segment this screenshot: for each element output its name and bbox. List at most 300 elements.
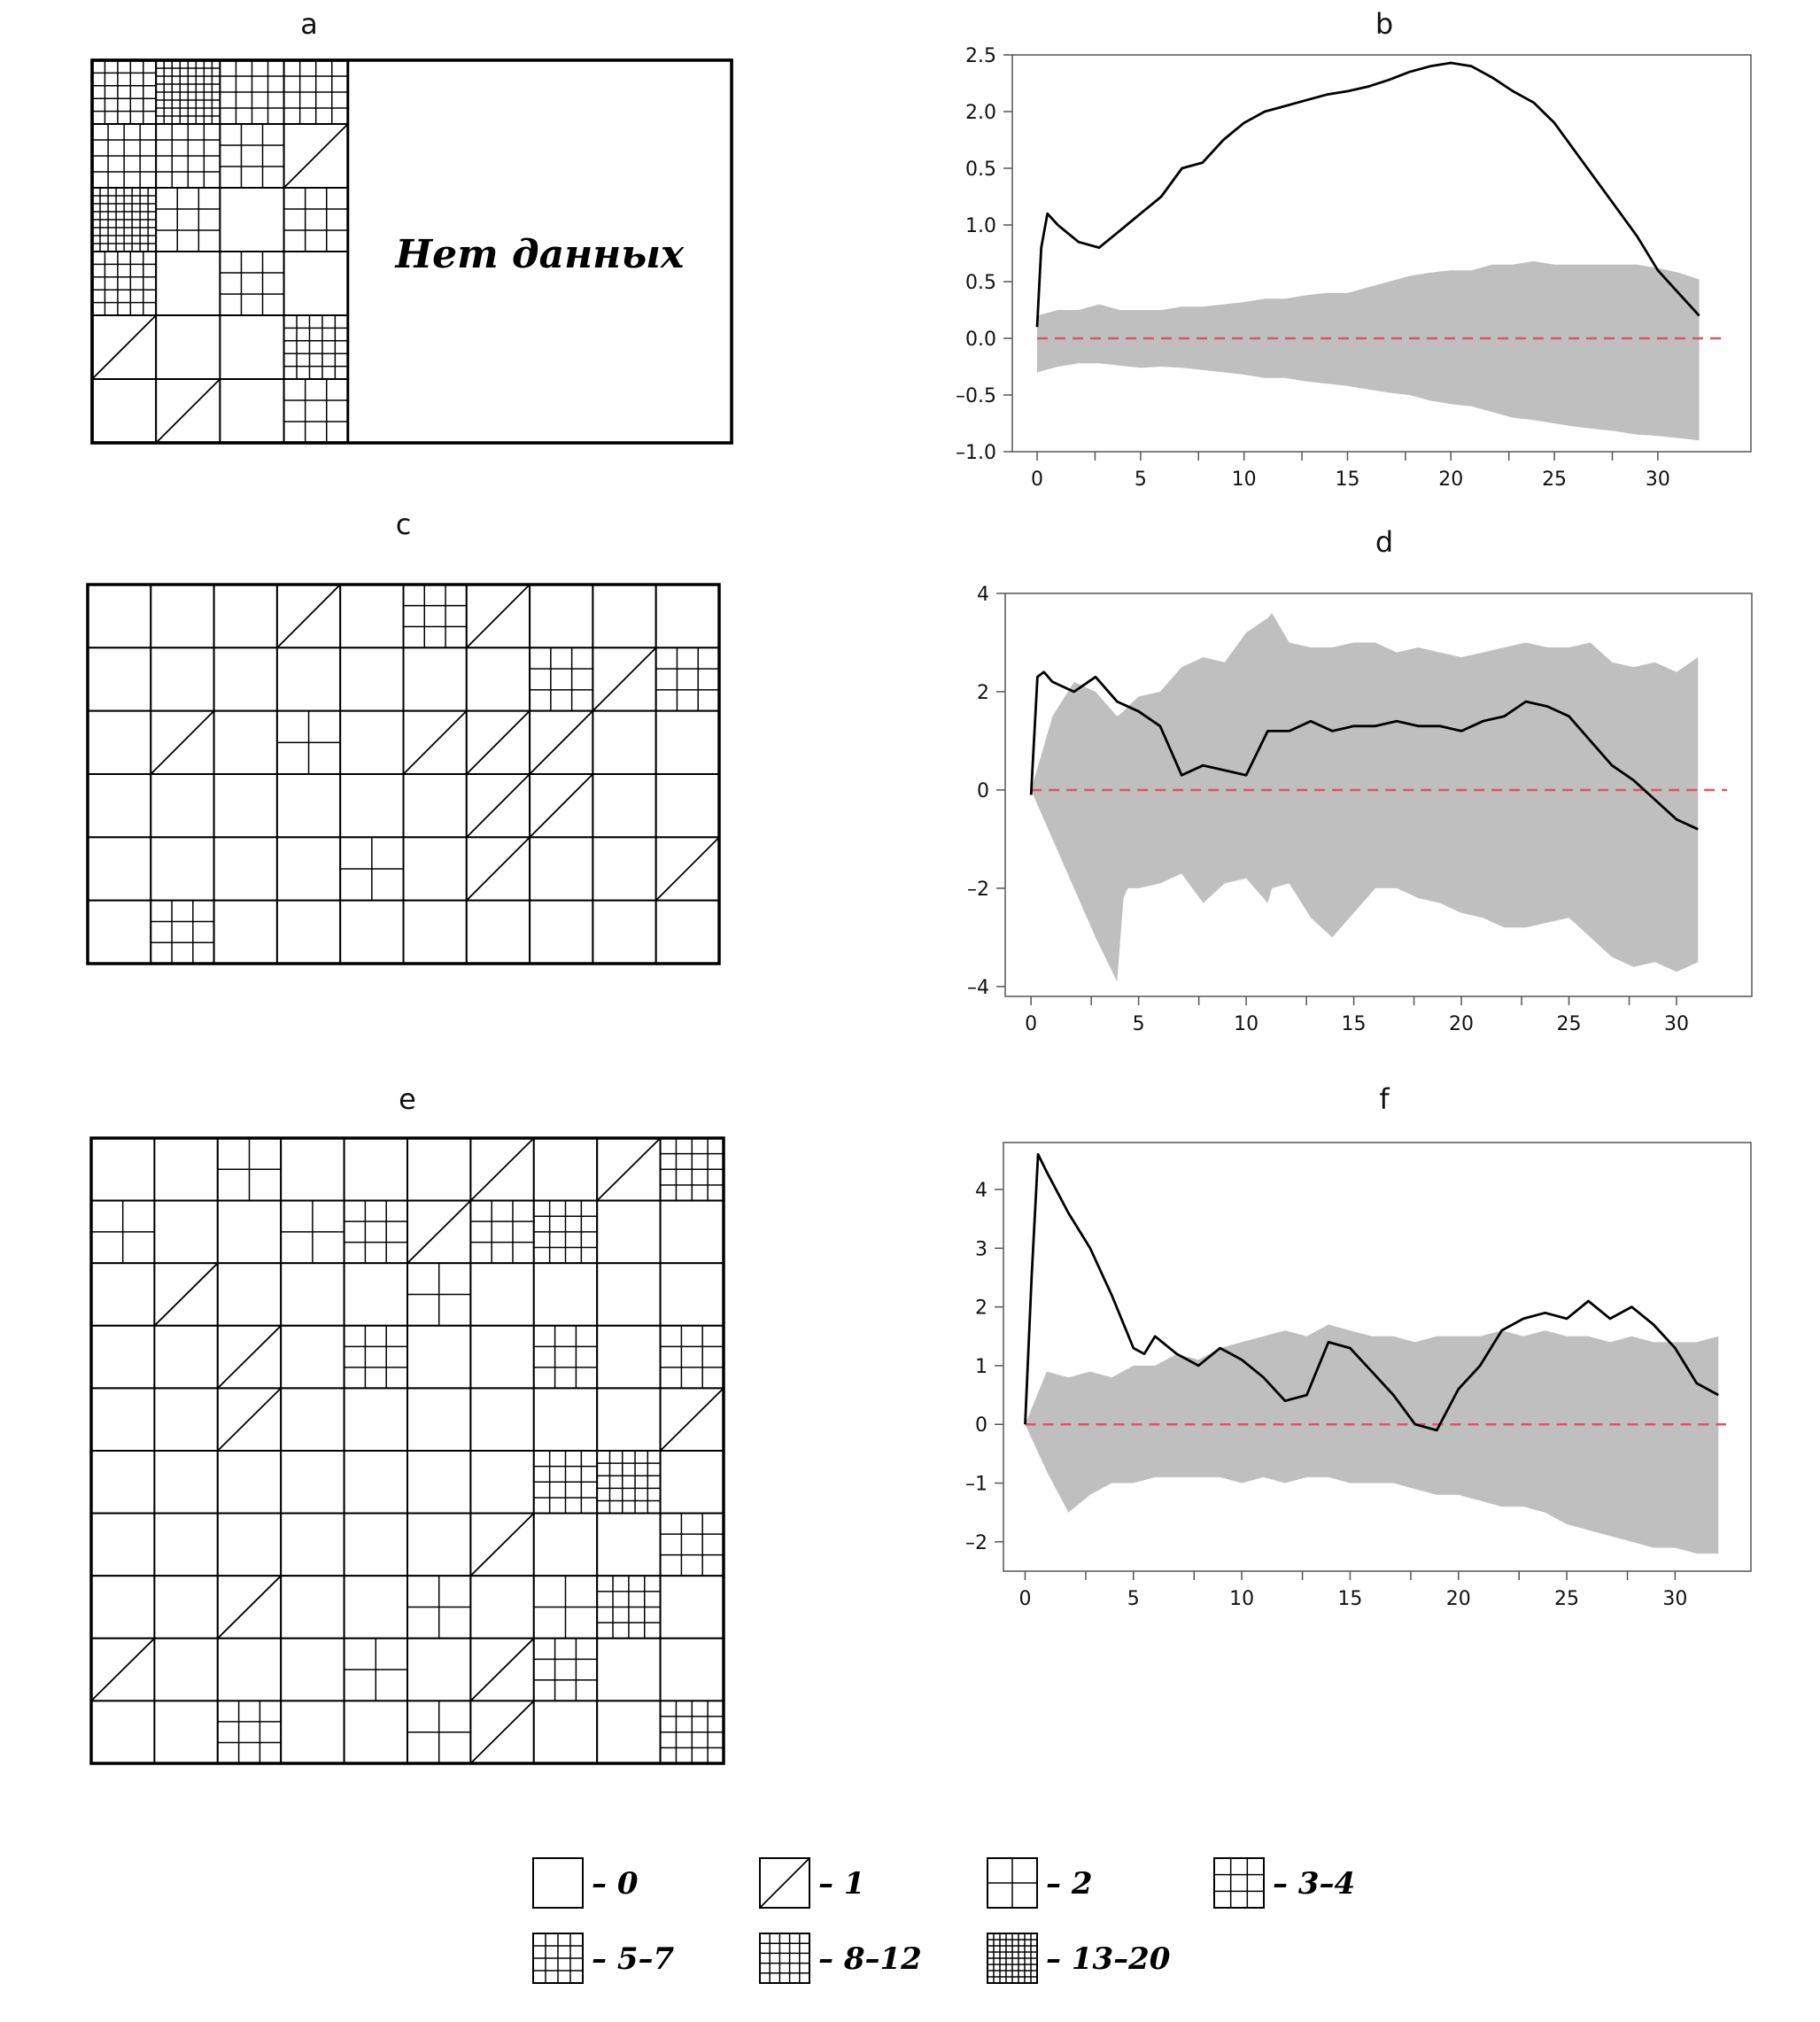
cell-border (407, 1514, 470, 1577)
chart-panel-f (965, 1082, 1751, 1610)
y-tick-label: 0 (975, 1414, 987, 1437)
cell-border (407, 1138, 470, 1201)
grid-cell (661, 1576, 724, 1639)
x-tick-label: 5 (1134, 469, 1147, 491)
grid-cell (407, 1639, 470, 1701)
grid-cell (407, 1388, 470, 1451)
legend-label: – 0 (592, 1866, 639, 1902)
grid-cell (470, 1451, 533, 1514)
grid-cell (214, 901, 277, 964)
y-tick-label: 1.0 (965, 215, 996, 237)
grid-cell (470, 1201, 533, 1264)
grid-cell (92, 124, 156, 188)
cell-border (407, 1326, 470, 1389)
grid-cell (656, 585, 719, 647)
cell-border (760, 1933, 809, 1983)
grid-cell (592, 647, 655, 710)
cell-border (340, 585, 403, 647)
grid-cell (151, 774, 213, 837)
grid-cell (467, 901, 530, 964)
cell-border (284, 315, 348, 379)
cell-border (340, 774, 403, 837)
cell-border (345, 1326, 407, 1389)
legend-swatch (1214, 1858, 1264, 1908)
grid-cell (656, 774, 719, 837)
cell-border (281, 1388, 344, 1451)
grid-cell (284, 315, 348, 379)
grid-cell (156, 124, 220, 188)
cell-border (345, 1201, 407, 1264)
grid-cell (467, 837, 530, 900)
grid-cell (281, 1639, 344, 1701)
legend-label: – 13–20 (1046, 1941, 1171, 1977)
grid-cell (218, 1700, 281, 1763)
cell-border (661, 1514, 724, 1577)
x-tick-label: 25 (1556, 1013, 1582, 1035)
envelope-band (1026, 1325, 1719, 1554)
grid-cell (470, 1138, 533, 1201)
chart-title: d (1375, 525, 1394, 559)
cell-border (91, 1576, 154, 1639)
cell-border (404, 585, 467, 647)
cell-border (597, 1326, 660, 1389)
grid-cell (88, 901, 151, 964)
cell-border (470, 1576, 533, 1639)
grid-cell (656, 647, 719, 710)
cell-border (407, 1639, 470, 1701)
cell-border (592, 901, 655, 964)
grid-cell (534, 1138, 597, 1201)
grid-cell (340, 711, 403, 774)
cell-border (661, 1326, 724, 1389)
y-tick-label: –4 (967, 976, 989, 999)
cell-border (92, 252, 156, 315)
grid-cell (661, 1263, 724, 1326)
legend-swatch (987, 1933, 1037, 1983)
grid-cell (656, 837, 719, 900)
y-tick-label: –2 (965, 1531, 987, 1554)
grid-cell (345, 1388, 407, 1451)
y-tick-label: 3 (975, 1238, 987, 1261)
cell-border (91, 1388, 154, 1451)
grid-cell (151, 901, 213, 964)
legend-swatch (760, 1858, 809, 1908)
cell-border (404, 837, 467, 900)
grid-cell (214, 647, 277, 710)
cell-border (214, 837, 277, 900)
grid-cell (218, 1388, 281, 1451)
cell-border (656, 774, 719, 837)
cell-border (470, 1451, 533, 1514)
cell-border (91, 1700, 154, 1763)
grid-cell (151, 585, 213, 647)
grid-cell (214, 711, 277, 774)
grid-cell (407, 1700, 470, 1763)
cell-border (214, 901, 277, 964)
legend-label: – 1 (818, 1866, 865, 1902)
cell-border (92, 379, 156, 443)
grid-cell (534, 1451, 597, 1514)
legend-item (987, 1858, 1093, 1908)
grid-cell (407, 1263, 470, 1326)
x-tick-label: 30 (1645, 469, 1670, 491)
cell-border (345, 1388, 407, 1451)
cell-border (277, 774, 340, 837)
cell-border (345, 1263, 407, 1326)
grid-cell (340, 585, 403, 647)
grid-cell (597, 1451, 660, 1514)
cell-border (151, 774, 213, 837)
grid-cell (218, 1576, 281, 1639)
panel-title: c (395, 507, 412, 541)
cell-border (214, 647, 277, 710)
grid-cell (277, 837, 340, 900)
grid-cell (597, 1514, 660, 1577)
grid-cell (530, 837, 592, 900)
grid-cell (467, 774, 530, 837)
grid-cell (592, 711, 655, 774)
grid-cell (88, 774, 151, 837)
grid-cell (340, 774, 403, 837)
cell-border (470, 1263, 533, 1326)
cell-border (154, 1700, 217, 1763)
cell-border (597, 1201, 660, 1264)
legend-label: – 8–12 (818, 1941, 922, 1977)
y-tick-label: –2 (967, 878, 989, 901)
cell-border (661, 1639, 724, 1701)
grid-cell (467, 711, 530, 774)
cell-border (467, 901, 530, 964)
cell-border (661, 1263, 724, 1326)
grid-cell (284, 379, 348, 443)
grid-cell (281, 1388, 344, 1451)
cell-border (533, 1858, 583, 1908)
grid-cell (597, 1639, 660, 1701)
cell-border (220, 315, 283, 379)
grid-cell (345, 1326, 407, 1389)
legend-swatch (760, 1933, 809, 1983)
grid-cell (404, 585, 467, 647)
grid-cell (597, 1576, 660, 1639)
grid-cell (470, 1514, 533, 1577)
cell-border (220, 252, 283, 315)
cell-border (530, 585, 592, 647)
grid-cell (218, 1451, 281, 1514)
grid-cell (470, 1700, 533, 1763)
x-tick-label: 15 (1335, 469, 1360, 491)
cell-border (656, 585, 719, 647)
cell-border (530, 837, 592, 900)
grid-cell (467, 585, 530, 647)
grid-cell (154, 1388, 217, 1451)
grid-cell (154, 1201, 217, 1264)
y-tick-label: –0.5 (956, 385, 996, 407)
grid-cell (592, 774, 655, 837)
x-tick-label: 0 (1025, 1013, 1038, 1035)
cell-border (467, 647, 530, 710)
cell-border (597, 1700, 660, 1763)
grid-cell (656, 901, 719, 964)
cell-border (156, 252, 220, 315)
cell-border (534, 1388, 597, 1451)
grid-cell (88, 711, 151, 774)
x-tick-label: 25 (1542, 469, 1568, 491)
cell-border (534, 1263, 597, 1326)
grid-cell (151, 711, 213, 774)
cell-border (470, 1388, 533, 1451)
grid-cell (597, 1326, 660, 1389)
grid-cell (281, 1263, 344, 1326)
cell-border (91, 1263, 154, 1326)
cell-border (345, 1138, 407, 1201)
envelope-band (1037, 261, 1700, 440)
grid-cell (345, 1576, 407, 1639)
grid-cell (154, 1138, 217, 1201)
cell-border (154, 1201, 217, 1264)
legend-item (1214, 1858, 1355, 1908)
grid-cell (407, 1201, 470, 1264)
grid-cell (277, 711, 340, 774)
no-data-label: Нет данных (395, 232, 685, 277)
grid-cell (281, 1326, 344, 1389)
x-tick-label: 5 (1132, 1013, 1145, 1035)
grid-cell (534, 1388, 597, 1451)
cell-border (534, 1514, 597, 1577)
grid-cell (345, 1138, 407, 1201)
grid-cell (661, 1451, 724, 1514)
grid-cell (154, 1451, 217, 1514)
grid-panel-e (91, 1082, 724, 1763)
cell-border (277, 837, 340, 900)
cell-border (154, 1326, 217, 1389)
y-tick-label: 4 (975, 1180, 987, 1203)
legend-item (760, 1933, 922, 1983)
legend-item (533, 1933, 674, 1983)
cell-border (345, 1700, 407, 1763)
cell-border (592, 711, 655, 774)
cell-border (281, 1514, 344, 1577)
grid-cell (661, 1514, 724, 1577)
cell-border (154, 1388, 217, 1451)
grid-cell (214, 774, 277, 837)
grid-cell (345, 1639, 407, 1701)
grid-cell (467, 647, 530, 710)
cell-border (277, 901, 340, 964)
cell-border (345, 1576, 407, 1639)
x-tick-label: 30 (1662, 1588, 1688, 1610)
grid-cell (592, 585, 655, 647)
cell-border (88, 774, 151, 837)
cell-border (154, 1514, 217, 1577)
y-tick-label: 2 (975, 1297, 987, 1320)
chart-panel-b (956, 7, 1751, 491)
grid-cell (91, 1451, 154, 1514)
grid-cell (470, 1263, 533, 1326)
cell-border (156, 188, 220, 252)
cell-border (597, 1514, 660, 1577)
grid-cell (534, 1514, 597, 1577)
grid-cell (92, 252, 156, 315)
grid-cell (156, 188, 220, 252)
cell-border (345, 1514, 407, 1577)
grid-cell (534, 1639, 597, 1701)
y-tick-label: 0.5 (965, 159, 996, 181)
y-tick-label: 0.5 (965, 272, 996, 294)
cell-border (534, 1326, 597, 1389)
grid-cell (530, 647, 592, 710)
grid-cell (340, 647, 403, 710)
grid-cell (92, 60, 156, 124)
grid-cell (597, 1138, 660, 1201)
grid-cell (661, 1201, 724, 1264)
grid-cell (407, 1576, 470, 1639)
y-tick-label: 1 (975, 1355, 987, 1378)
grid-cell (156, 252, 220, 315)
grid-cell (218, 1326, 281, 1389)
grid-cell (220, 60, 283, 124)
grid-cell (218, 1263, 281, 1326)
x-tick-label: 15 (1341, 1013, 1367, 1035)
grid-cell (534, 1201, 597, 1264)
grid-cell (404, 647, 467, 710)
grid-cell (597, 1388, 660, 1451)
cell-border (530, 901, 592, 964)
grid-cell (661, 1700, 724, 1763)
grid-cell (154, 1576, 217, 1639)
grid-cell (404, 711, 467, 774)
grid-cell (220, 315, 283, 379)
cell-border (88, 711, 151, 774)
grid-cell (151, 837, 213, 900)
grid-cell (92, 379, 156, 443)
grid-cell (345, 1201, 407, 1264)
grid-cell (281, 1201, 344, 1264)
grid-cell (345, 1263, 407, 1326)
grid-cell (220, 379, 283, 443)
grid-cell (340, 901, 403, 964)
grid-cell (91, 1700, 154, 1763)
cell-border (218, 1263, 281, 1326)
grid-cell (91, 1201, 154, 1264)
grid-cell (156, 315, 220, 379)
x-tick-label: 30 (1663, 1013, 1689, 1035)
grid-panel-a (92, 7, 732, 443)
cell-border (340, 901, 403, 964)
grid-cell (88, 585, 151, 647)
cell-border (218, 1700, 281, 1763)
x-tick-label: 0 (1018, 1588, 1032, 1610)
grid-cell (661, 1388, 724, 1451)
grid-cell (534, 1576, 597, 1639)
grid-cell (407, 1138, 470, 1201)
cell-border (154, 1451, 217, 1514)
grid-cell (91, 1514, 154, 1577)
cell-border (340, 647, 403, 710)
grid-cell (154, 1639, 217, 1701)
x-tick-label: 15 (1337, 1588, 1363, 1610)
cell-border (534, 1138, 597, 1201)
cell-border (214, 711, 277, 774)
grid-cell (91, 1138, 154, 1201)
cell-border (661, 1576, 724, 1639)
x-tick-label: 0 (1031, 469, 1044, 491)
cell-border (597, 1388, 660, 1451)
x-tick-label: 25 (1554, 1588, 1580, 1610)
cell-border (404, 901, 467, 964)
cell-border (597, 1451, 660, 1514)
cell-border (340, 711, 403, 774)
grid-cell (470, 1639, 533, 1701)
cell-border (151, 901, 213, 964)
grid-cell (284, 60, 348, 124)
cell-border (91, 1514, 154, 1577)
cell-border (656, 647, 719, 710)
grid-cell (530, 711, 592, 774)
x-tick-label: 20 (1449, 1013, 1475, 1035)
y-tick-label: –1.0 (956, 442, 996, 464)
cell-border (661, 1201, 724, 1264)
cell-border (218, 1639, 281, 1701)
grid-cell (218, 1514, 281, 1577)
grid-cell (220, 124, 283, 188)
cell-border (281, 1639, 344, 1701)
grid-cell (218, 1639, 281, 1701)
chart-panel-d (967, 525, 1752, 1035)
cell-border (470, 1201, 533, 1264)
grid-cell (218, 1201, 281, 1264)
cell-border (220, 379, 283, 443)
cell-border (656, 711, 719, 774)
cell-border (220, 188, 283, 252)
legend-item (533, 1858, 639, 1908)
cell-border (345, 1451, 407, 1514)
cell-border (530, 647, 592, 710)
grid-cell (88, 837, 151, 900)
cell-border (592, 774, 655, 837)
grid-cell (661, 1639, 724, 1701)
cell-border (597, 1263, 660, 1326)
cell-border (592, 837, 655, 900)
cell-border (88, 647, 151, 710)
cell-border (592, 585, 655, 647)
grid-cell (345, 1451, 407, 1514)
cell-border (218, 1201, 281, 1264)
cell-border (88, 837, 151, 900)
grid-cell (214, 837, 277, 900)
cell-border (661, 1451, 724, 1514)
grid-cell (154, 1263, 217, 1326)
cell-border (284, 379, 348, 443)
grid-cell (220, 252, 283, 315)
cell-border (281, 1451, 344, 1514)
legend-swatch (533, 1933, 583, 1983)
legend-label: – 5–7 (592, 1941, 675, 1977)
x-tick-label: 20 (1445, 1588, 1471, 1610)
panel-title: e (399, 1082, 416, 1116)
cell-border (151, 647, 213, 710)
grid-cell (91, 1326, 154, 1389)
legend-swatch (987, 1858, 1037, 1908)
cell-border (404, 647, 467, 710)
grid-cell (470, 1388, 533, 1451)
grid-cell (154, 1514, 217, 1577)
grid-cell (592, 901, 655, 964)
grid-cell (597, 1700, 660, 1763)
y-tick-label: 2.5 (965, 45, 996, 67)
grid-cell (218, 1138, 281, 1201)
grid-cell (530, 585, 592, 647)
cell-border (151, 837, 213, 900)
